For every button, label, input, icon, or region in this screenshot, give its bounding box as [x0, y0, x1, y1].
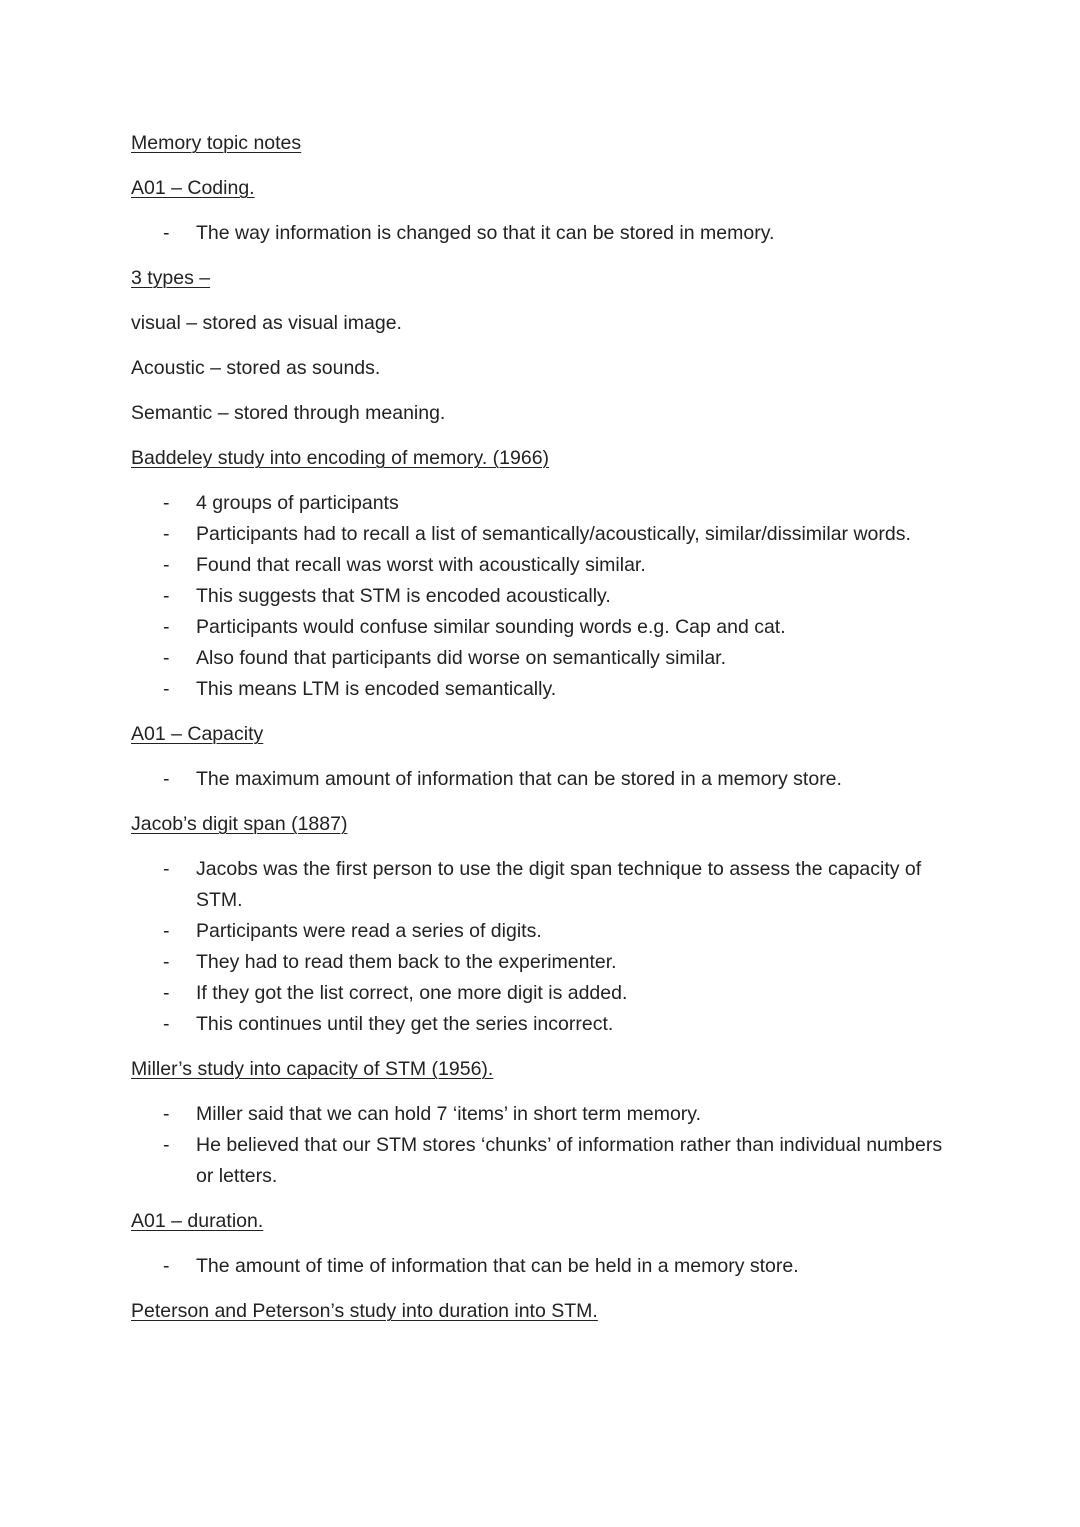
coding-definition-list: [131, 218, 961, 249]
list-item: [131, 218, 961, 249]
bullet-dash: -: [163, 1134, 170, 1156]
baddeley-point-text: This means LTM is encoded semantically.: [196, 678, 557, 700]
bullet-dash: -: [163, 222, 170, 244]
list-item: [131, 1099, 961, 1130]
baddeley-point-text: Participants had to recall a list of semantically/acoustically, similar/dissimilar words.: [196, 523, 911, 545]
duration-heading: A01 – duration.: [131, 1210, 264, 1232]
bullet-dash: -: [163, 920, 170, 942]
baddeley-point-text: Also found that participants did worse on semantically similar.: [196, 647, 727, 669]
bullet-dash: -: [163, 492, 170, 514]
bullet-dash: -: [163, 858, 170, 880]
capacity-definition: The maximum amount of information that can be stored in a memory store.: [196, 768, 842, 790]
jacob-point-text: This continues until they get the series incorrect.: [196, 1013, 614, 1035]
list-item: [131, 854, 961, 916]
document-title: Memory topic notes: [131, 132, 302, 154]
list-item: [131, 1251, 961, 1282]
type-semantic: Semantic – stored through meaning.: [131, 402, 446, 424]
list-item: [131, 550, 961, 581]
baddeley-point-text: Participants would confuse similar sounding words e.g. Cap and cat.: [196, 616, 786, 638]
miller-point-text: He believed that our STM stores ‘chunks’ of information rather than individual numbers or letters.: [196, 1134, 943, 1187]
bullet-dash: -: [163, 678, 170, 700]
baddeley-point-text: 4 groups of participants: [196, 492, 399, 514]
list-item: [131, 674, 961, 705]
list-item: [131, 519, 961, 550]
coding-heading: A01 – Coding.: [131, 177, 255, 199]
list-item: [131, 612, 961, 643]
list-item: [131, 1009, 961, 1040]
bullet-dash: -: [163, 1013, 170, 1035]
bullet-dash: -: [163, 554, 170, 576]
capacity-definition-list: [131, 764, 961, 795]
list-item: [131, 916, 961, 947]
jacob-point-text: They had to read them back to the experimenter.: [196, 951, 617, 973]
jacob-point-text: Participants were read a series of digits.: [196, 920, 542, 942]
duration-definition-list: [131, 1251, 961, 1282]
bullet-dash: -: [163, 585, 170, 607]
jacob-point-text: If they got the list correct, one more digit is added.: [196, 982, 628, 1004]
jacob-points: [131, 854, 961, 1040]
miller-point-text: Miller said that we can hold 7 ‘items’ in short term memory.: [196, 1103, 702, 1125]
baddeley-point-text: This suggests that STM is encoded acoustically.: [196, 585, 611, 607]
bullet-dash: -: [163, 768, 170, 790]
type-acoustic: Acoustic – stored as sounds.: [131, 357, 381, 379]
miller-points: [131, 1099, 961, 1192]
jacob-heading: Jacob’s digit span (1887): [131, 813, 348, 835]
bullet-dash: -: [163, 1255, 170, 1277]
list-item: [131, 488, 961, 519]
baddeley-heading: Baddeley study into encoding of memory. (1966): [131, 447, 550, 469]
miller-heading: Miller’s study into capacity of STM (1956).: [131, 1058, 494, 1080]
list-item: [131, 978, 961, 1009]
jacob-point-text: Jacobs was the first person to use the digit span technique to assess the capacity of STM.: [196, 858, 922, 911]
list-item: [131, 1130, 961, 1192]
types-heading: 3 types –: [131, 267, 211, 289]
document-content: [131, 128, 961, 1341]
list-item: [131, 947, 961, 978]
baddeley-point-text: Found that recall was worst with acoustically similar.: [196, 554, 646, 576]
bullet-dash: -: [163, 616, 170, 638]
list-item: [131, 764, 961, 795]
bullet-dash: -: [163, 523, 170, 545]
baddeley-points: [131, 488, 961, 705]
capacity-heading: A01 – Capacity: [131, 723, 264, 745]
bullet-dash: -: [163, 647, 170, 669]
coding-definition: The way information is changed so that it can be stored in memory.: [196, 222, 775, 244]
duration-definition: The amount of time of information that can be held in a memory store.: [196, 1255, 799, 1277]
list-item: [131, 581, 961, 612]
bullet-dash: -: [163, 1103, 170, 1125]
list-item: [131, 643, 961, 674]
bullet-dash: -: [163, 982, 170, 1004]
type-visual: visual – stored as visual image.: [131, 312, 402, 334]
peterson-heading: Peterson and Peterson’s study into duration into STM.: [131, 1300, 598, 1322]
bullet-dash: -: [163, 951, 170, 973]
